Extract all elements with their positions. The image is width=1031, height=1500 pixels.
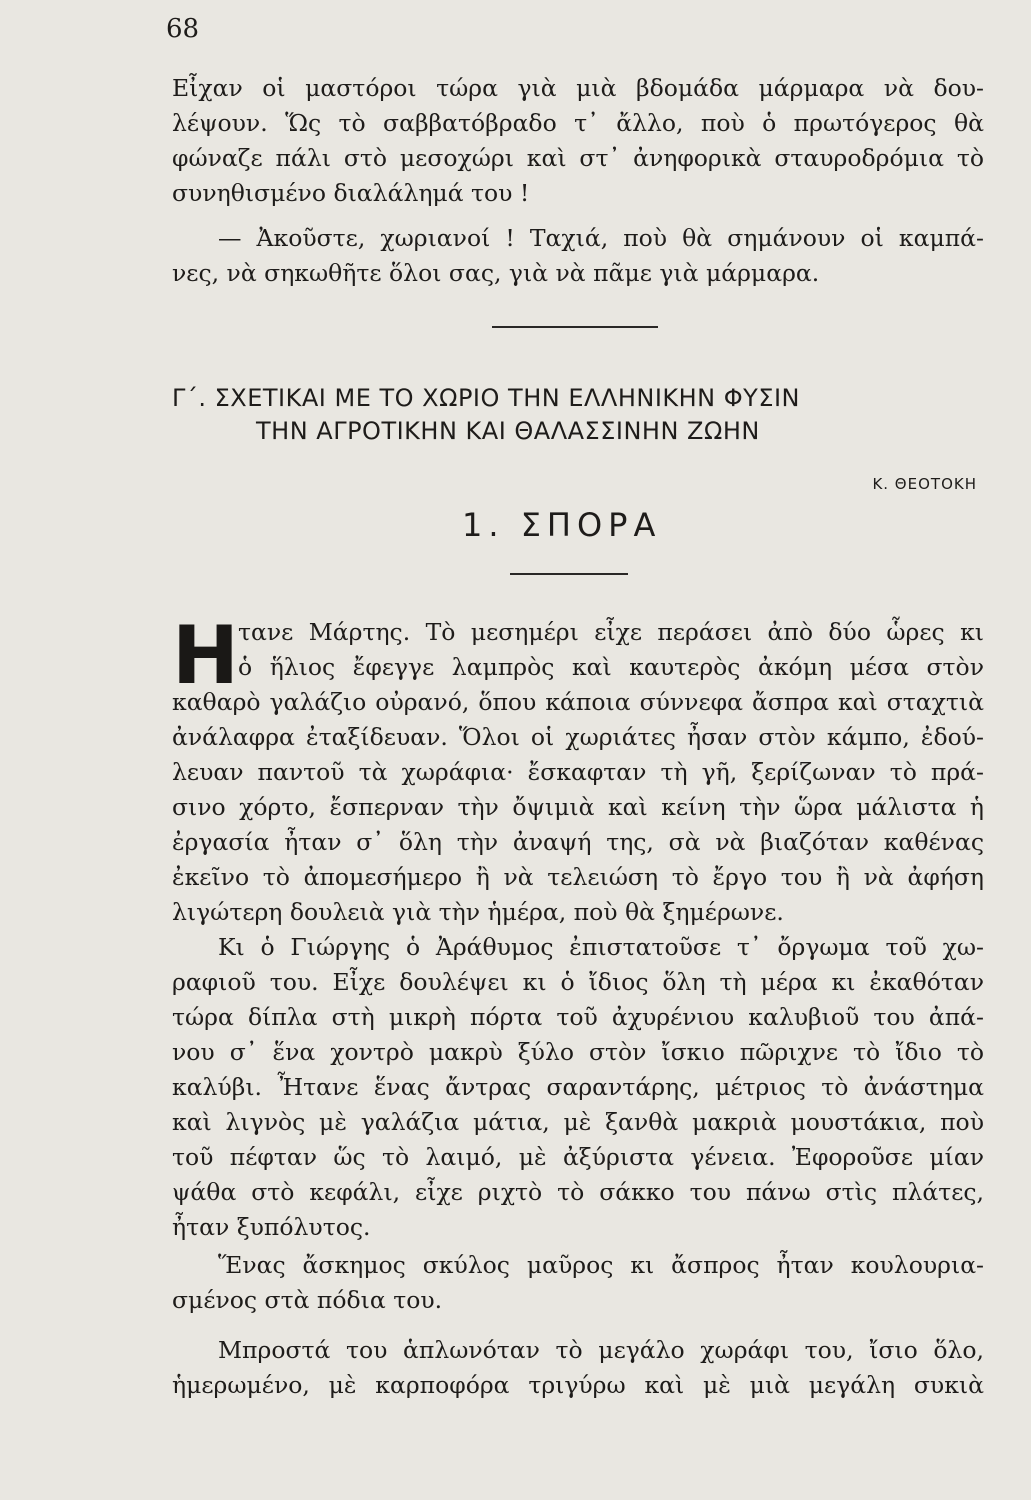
call-paragraph xyxy=(172,221,984,291)
paragraph-2 xyxy=(172,930,984,1245)
text-line: τανε Μάρτης. Τὸ μεσημέρι εἶχε περάσει ἀπὸ δύο ὧρες κι xyxy=(238,618,984,646)
section-divider xyxy=(492,326,658,328)
text-line: σμένος στὰ πόδια του. xyxy=(172,1286,443,1314)
text-line: ψάθα στὸ κεφάλι, εἶχε ριχτὸ τὸ σάκκο του πάνω στὶς πλάτες, xyxy=(172,1178,984,1206)
section-heading-line: ΤΗΝ ΑΓΡΟΤΙΚΗΝ ΚΑΙ ΘΑΛΑΣΣΙΝΗΝ ΖΩΗΝ xyxy=(256,417,760,445)
text-line: καὶ λιγνὸς μὲ γαλάζια μάτια, μὲ ξανθὰ μακριὰ μουστάκια, ποὺ xyxy=(172,1108,984,1136)
text-line: τοῦ πέφταν ὥς τὸ λαιμό, μὲ ἀξύριστα γένεια. Ἐφοροῦσε μίαν xyxy=(172,1143,984,1171)
text-line: Μπροστά του ἁπλωνόταν τὸ μεγάλο χωράφι του, ἴσιο ὅλο, xyxy=(218,1336,984,1364)
text-line: Κι ὁ Γιώργης ὁ Ἀράθυμος ἐπιστατοῦσε τ᾽ ὄργωμα τοῦ χω- xyxy=(218,933,984,961)
title-divider xyxy=(510,573,628,575)
text-line: ἦταν ξυπόλυτος. xyxy=(172,1213,371,1241)
paragraph-4 xyxy=(172,1333,984,1403)
section-heading-line: Γ΄. ΣΧΕΤΙΚΑΙ ΜΕ ΤΟ ΧΩΡΙΟ ΤΗΝ ΕΛΛΗΝΙΚΗΝ ΦΥΣΙΝ xyxy=(172,384,801,412)
paragraph-3 xyxy=(172,1248,984,1318)
text-line: νες, νὰ σηκωθῆτε ὅλοι σας, γιὰ νὰ πᾶμε γιὰ μάρμαρα. xyxy=(172,259,820,287)
text-line: λέψουν. Ὥς τὸ σαββατόβραδο τ᾽ ἄλλο, ποὺ ὁ πρωτόγερος θὰ xyxy=(172,109,984,137)
text-line: καλύβι. Ἦτανε ἕνας ἄντρας σαραντάρης, μέτριος τὸ ἀνάστημα xyxy=(172,1073,984,1101)
text-line: Ἕνας ἄσκημος σκύλος μαῦρος κι ἄσπρος ἦταν κουλουρια- xyxy=(218,1251,984,1279)
text-line: ἀνάλαφρα ἐταξίδευαν. Ὅλοι οἱ χωριάτες ἦσαν στὸν κάμπο, ἐδού- xyxy=(172,723,984,751)
text-line: ἡμερωμένο, μὲ καρποφόρα τριγύρω καὶ μὲ μιὰ μεγάλη συκιὰ xyxy=(172,1371,984,1399)
text-line: Εἶχαν οἱ μαστόροι τώρα γιὰ μιὰ βδομάδα μάρμαρα νὰ δου- xyxy=(172,74,984,102)
text-line: καθαρὸ γαλάζιο οὐρανό, ὅπου κάποια σύννεφα ἄσπρα καὶ σταχτιὰ xyxy=(172,688,984,716)
text-line: ἐργασία ἦταν σ᾽ ὅλη τὴν ἀναψή της, σὰ νὰ βιαζόταν καθένας xyxy=(172,828,984,856)
text-line: λευαν παντοῦ τὰ χωράφια· ἔσκαφταν τὴ γῆ, ξερίζωναν τὸ πρά- xyxy=(172,758,984,786)
story-title: 1. ΣΠΟΡΑ xyxy=(462,506,662,544)
section-heading xyxy=(172,382,992,448)
text-line: ἐκεῖνο τὸ ἀπομεσήμερο ἢ νὰ τελειώση τὸ ἔργο του ἢ νὰ ἀφήση xyxy=(172,863,984,891)
text-line: — Ἀκοῦστε, χωριανοί ! Ταχιά, ποὺ θὰ σημάνουν οἱ καμπά- xyxy=(218,224,984,252)
text-line: ραφιοῦ του. Εἶχε δουλέψει κι ὁ ἴδιος ὅλη τὴ μέρα κι ἐκαθόταν xyxy=(172,968,984,996)
text-line: συνηθισμένο διαλάλημά του ! xyxy=(172,179,530,207)
text-line: ὁ ἥλιος ἔφεγγε λαμπρὸς καὶ καυτερὸς ἀκόμη μέσα στὸν xyxy=(238,653,984,681)
author-name: Κ. ΘΕΟΤΟΚΗ xyxy=(872,475,977,493)
text-line: σινο χόρτο, ἔσπερναν τὴν ὄψιμιὰ καὶ κείνη τὴν ὥρα μάλιστα ἡ xyxy=(172,793,984,821)
text-line: νου σ᾽ ἕνα χοντρὸ μακρὺ ξύλο στὸν ἴσκιο πῶριχνε τὸ ἴδιο τὸ xyxy=(172,1038,984,1066)
page-number: 68 xyxy=(166,14,200,44)
intro-paragraph xyxy=(172,71,984,211)
text-line: φώναζε πάλι στὸ μεσοχώρι καὶ στ᾽ ἀνηφορικὰ σταυροδρόμια τὸ xyxy=(172,144,984,172)
text-line: τώρα δίπλα στὴ μικρὴ πόρτα τοῦ ἀχυρένιου καλυβιοῦ του ἀπά- xyxy=(172,1003,984,1031)
text-line: λιγώτερη δουλειὰ γιὰ τὴν ἡμέρα, ποὺ θὰ ξημέρωνε. xyxy=(172,898,784,926)
paragraph-1 xyxy=(172,609,984,930)
drop-cap: Η xyxy=(172,609,239,702)
